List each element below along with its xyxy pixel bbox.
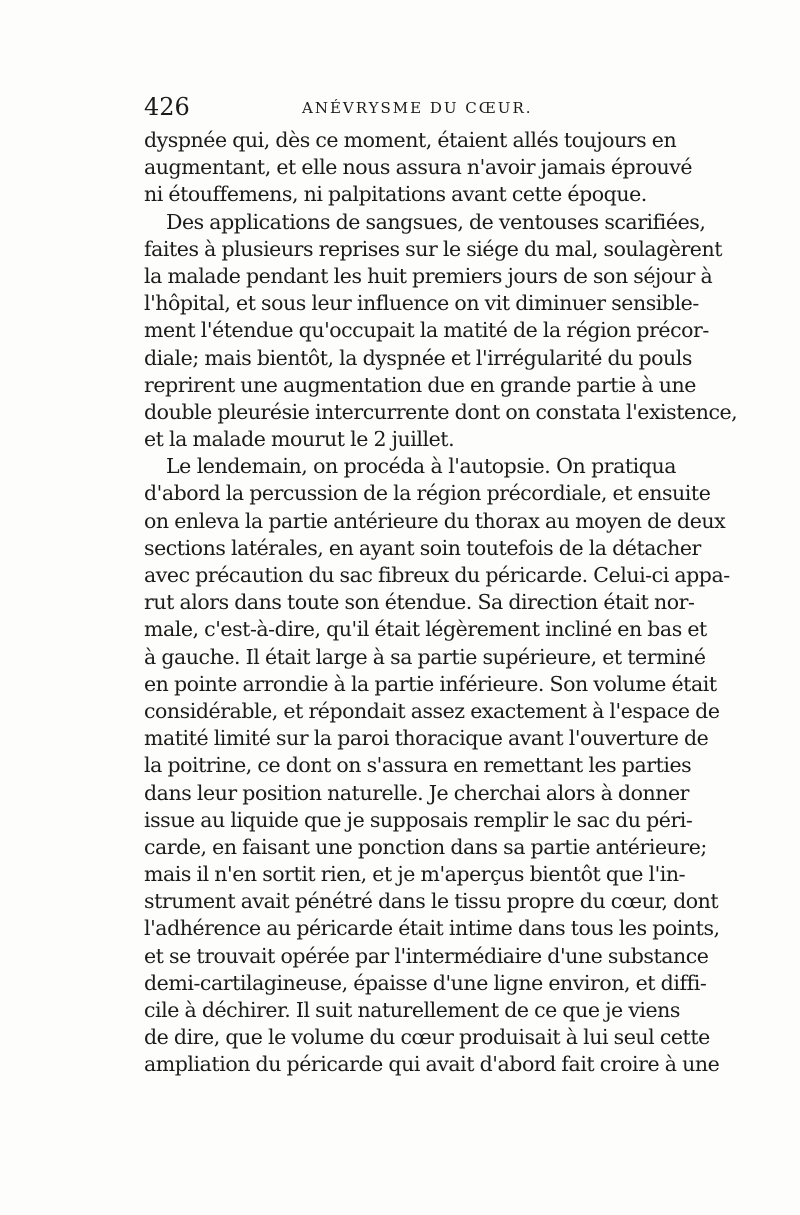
text-line: cile à déchirer. Il suit naturellement de ce que je viens bbox=[144, 998, 680, 1022]
text-line: rut alors dans toute son étendue. Sa direction était nor- bbox=[144, 590, 695, 615]
text-line: l'adhérence au péricarde était intime dans tous les points, bbox=[144, 916, 720, 941]
text-line: d'abord la percussion de la région précordiale, et ensuite bbox=[144, 481, 711, 506]
text-line: ment l'étendue qu'occupait la matité de la région précor- bbox=[144, 318, 709, 343]
text-line: Des applications de sangsues, de ventouses scarifiées, bbox=[166, 209, 706, 234]
text-line: l'hôpital, et sous leur influence on vit diminuer sensible- bbox=[144, 291, 699, 316]
text-line: et la malade mourut le 2 juillet. bbox=[144, 427, 455, 452]
text-line: mais il n'en sortit rien, et je m'aperçus bientôt que l'in- bbox=[144, 862, 686, 887]
text-line: faites à plusieurs reprises sur le siége du mal, soulagèrent bbox=[144, 236, 723, 261]
text-line: Le lendemain, on procéda à l'autopsie. On pratiqua bbox=[166, 454, 676, 479]
page-number: 426 bbox=[144, 93, 190, 121]
text-line: demi-cartilagineuse, épaisse d'une ligne environ, et diffi- bbox=[144, 970, 707, 995]
text-line: reprirent une augmentation due en grande partie à une bbox=[144, 372, 696, 397]
running-head: ANÉVRYSME DU CŒUR. bbox=[302, 99, 533, 117]
text-line: strument avait pénétré dans le tissu propre du cœur, dont bbox=[144, 889, 719, 914]
body-text bbox=[144, 127, 738, 1079]
text-line: dyspnée qui, dès ce moment, étaient allés toujours en bbox=[144, 128, 677, 152]
text-line: considérable, et répondait assez exactement à l'espace de bbox=[144, 698, 720, 723]
text-line: diale; mais bientôt, la dyspnée et l'irrégularité du pouls bbox=[144, 345, 692, 370]
text-line: male, c'est-à-dire, qu'il était légèrement incliné en bas et bbox=[144, 617, 707, 642]
page-header bbox=[144, 92, 674, 122]
text-line: sections latérales, en ayant soin toutefois de la détacher bbox=[144, 535, 701, 560]
text-line: la poitrine, ce dont on s'assura en remettant les parties bbox=[144, 753, 692, 778]
text-line: et se trouvait opérée par l'intermédiaire d'une substance bbox=[144, 943, 709, 968]
text-line: double pleurésie intercurrente dont on constata l'existence, bbox=[144, 399, 738, 424]
text-line: issue au liquide que je supposais remplir le sac du péri- bbox=[144, 807, 693, 832]
text-line: on enleva la partie antérieure du thorax au moyen de deux bbox=[144, 508, 726, 533]
text-line: la malade pendant les huit premiers jours de son séjour à bbox=[144, 263, 713, 288]
text-line: avec précaution du sac fibreux du péricarde. Celui-ci appa- bbox=[144, 563, 730, 587]
text-line: ampliation du péricarde qui avait d'abord fait croire à une bbox=[144, 1052, 720, 1077]
text-line: de dire, que le volume du cœur produisait à lui seul cette bbox=[144, 1025, 710, 1050]
text-line: augmentant, et elle nous assura n'avoir jamais éprouvé bbox=[144, 155, 693, 180]
text-line: en pointe arrondie à la partie inférieure. Son volume était bbox=[144, 671, 717, 696]
text-line: carde, en faisant une ponction dans sa partie antérieure; bbox=[144, 834, 707, 859]
text-line: matité limité sur la paroi thoracique avant l'ouverture de bbox=[144, 726, 709, 751]
text-line: à gauche. Il était large à sa partie supérieure, et terminé bbox=[144, 644, 706, 669]
text-line: dans leur position naturelle. Je cherchai alors à donner bbox=[144, 780, 690, 805]
text-line: ni étouffemens, ni palpitations avant cette époque. bbox=[144, 182, 647, 207]
